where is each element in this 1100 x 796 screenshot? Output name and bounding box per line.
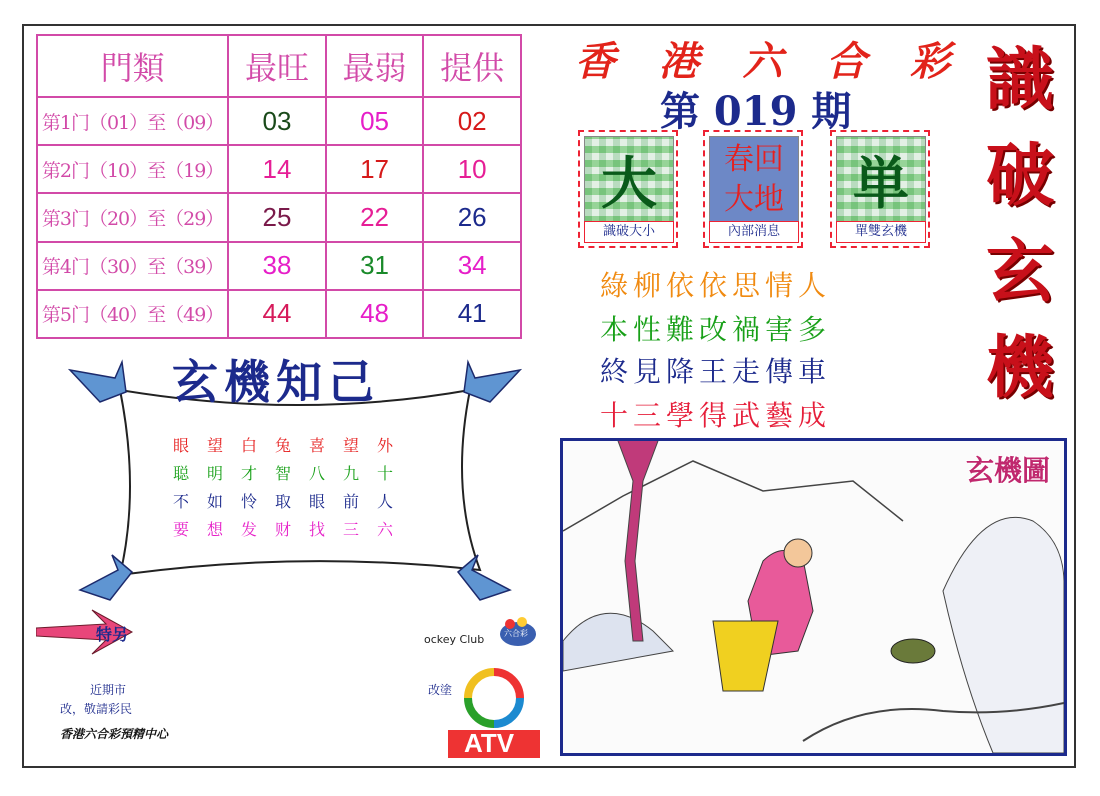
box-face (709, 136, 799, 224)
grid-char: 聪 (172, 463, 189, 483)
poem-line: 本性難改禍害多 (600, 313, 832, 346)
cell-value: 10 (423, 145, 521, 193)
row-label: 第5门（40）至（49） (37, 290, 228, 338)
table-row (37, 242, 521, 290)
poem-line: 綠柳依依思情人 (600, 269, 832, 302)
atv-text: ATV (464, 728, 515, 758)
table-row (37, 145, 521, 193)
row-label: 第2门（10）至（19） (37, 145, 228, 193)
table-row (37, 290, 521, 338)
grid-char: 找 (308, 519, 325, 539)
bird-icon (70, 362, 126, 402)
poem-line: 終見降王走傳車 (600, 355, 832, 388)
grid-char: 兔 (274, 435, 291, 455)
grid-char: 八 (308, 463, 325, 483)
title-char: 彩 (910, 38, 950, 85)
box-odd-even (830, 130, 930, 248)
scroll-row (164, 458, 402, 486)
row-label: 第4门（30）至（39） (37, 242, 228, 290)
row-label: 第1门（01）至（09） (37, 97, 228, 145)
grid-char: 九 (342, 463, 359, 483)
org-name: 香港六合彩預精中心 (60, 727, 169, 741)
title-char: 港 (658, 38, 699, 85)
grid-char: 望 (342, 435, 359, 455)
box-face: 単 (836, 136, 926, 224)
vertical-char: 機 (985, 328, 1054, 408)
grid-char: 要 (172, 519, 189, 539)
box-big-small (578, 130, 678, 248)
cell-value: 26 (423, 193, 521, 241)
cell-value: 38 (228, 242, 326, 290)
vertical-char: 識 (985, 40, 1054, 120)
cell-value: 25 (228, 193, 326, 241)
box-face: 大 (584, 136, 674, 224)
vertical-char: 破 (985, 136, 1054, 216)
grid-char: 望 (206, 435, 223, 455)
puzzle-picture (560, 438, 1067, 756)
cell-value: 17 (326, 145, 424, 193)
header-hottest: 最旺 (228, 35, 326, 97)
grid-char: 前 (342, 491, 359, 511)
box-face-line: 春回 (724, 142, 784, 177)
cell-value: 22 (326, 193, 424, 241)
cell-value: 44 (228, 290, 326, 338)
picture-tag: 玄機圖 (965, 454, 1050, 487)
table-header-row (37, 35, 521, 97)
bird-icon (464, 362, 520, 402)
title-char: 香 (575, 38, 615, 85)
notice-line-end: 改塗 (428, 683, 453, 697)
vertical-title (975, 32, 1065, 416)
grid-char: 不 (172, 491, 189, 511)
header-provided: 提供 (423, 35, 521, 97)
table-row (37, 97, 521, 145)
atv-logo (444, 664, 544, 760)
title-char: 合 (826, 38, 867, 85)
grid-char: 喜 (308, 435, 325, 455)
grid-char: 外 (376, 435, 393, 455)
grid-char: 明 (206, 463, 223, 483)
table-row (37, 193, 521, 241)
box-caption: 單雙玄機 (836, 221, 926, 243)
grid-char: 人 (376, 491, 393, 511)
grid-char: 眼 (172, 435, 189, 455)
grid-char: 十 (376, 463, 393, 483)
scroll-row (164, 486, 402, 514)
box-caption: 識破大小 (584, 221, 674, 243)
scroll-row (164, 430, 402, 458)
cell-value: 31 (326, 242, 424, 290)
box-inside-news (703, 130, 803, 248)
box-face-line: 大地 (724, 182, 784, 217)
grid-char: 取 (274, 491, 291, 511)
mark-six-text: 六合彩 (504, 629, 528, 638)
cell-value: 14 (228, 145, 326, 193)
cell-value: 34 (423, 242, 521, 290)
grid-char: 眼 (308, 491, 325, 511)
jockey-club-text: ockey Club (424, 633, 485, 646)
grid-char: 发 (240, 519, 257, 539)
special-label: 特另 (96, 625, 129, 644)
cell-value: 48 (326, 290, 424, 338)
header-category: 門類 (37, 35, 228, 97)
scroll-grid (164, 430, 402, 542)
header-weakest: 最弱 (326, 35, 424, 97)
scroll-row (164, 514, 402, 542)
vertical-char: 玄 (985, 232, 1054, 312)
mark-six-logo (498, 614, 538, 650)
cell-value: 02 (423, 97, 521, 145)
cell-value: 05 (326, 97, 424, 145)
title-char: 六 (742, 38, 783, 85)
grid-char: 六 (376, 519, 393, 539)
row-label: 第3门（20）至（29） (37, 193, 228, 241)
cell-value: 41 (423, 290, 521, 338)
poem-line: 十三學得武藝成 (600, 399, 832, 432)
grid-char: 想 (206, 519, 223, 539)
cell-value: 03 (228, 97, 326, 145)
grid-char: 白 (240, 435, 257, 455)
scroll-title: 玄機知己 (172, 355, 380, 409)
grid-char: 怜 (240, 491, 257, 511)
box-caption: 內部消息 (709, 221, 799, 243)
notice-line: 近期市 (90, 683, 127, 697)
grid-char: 智 (274, 463, 291, 483)
grid-char: 如 (206, 491, 223, 511)
grid-char: 三 (342, 519, 359, 539)
grid-char: 才 (240, 463, 257, 483)
notice-line: 改，敬請彩民 (60, 702, 133, 716)
number-table (36, 34, 522, 339)
grid-char: 财 (274, 519, 291, 539)
issue-number: 第 019 期 (660, 88, 852, 135)
lottery-title (575, 30, 950, 87)
